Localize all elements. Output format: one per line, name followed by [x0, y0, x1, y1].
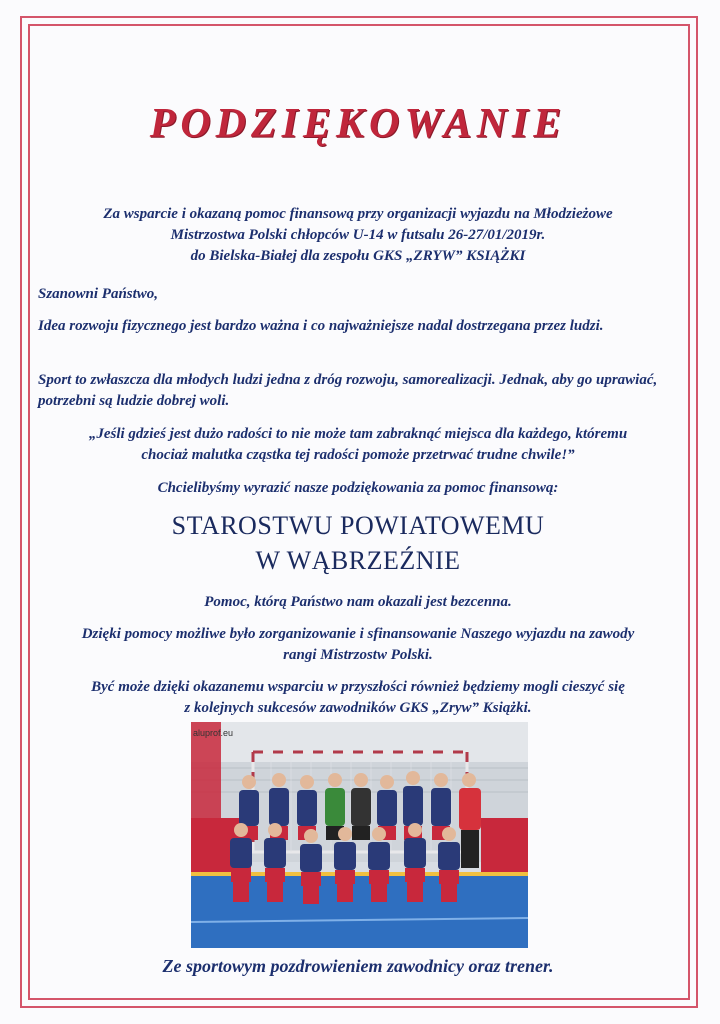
intro-line-2: Mistrzostwa Polski chłopców U-14 w futsalu 26-27/01/2019r. [170, 227, 546, 243]
intro-line-1: Za wsparcie i okazaną pomoc finansową przy organizacji wyjazdu na Młodzieżowe [103, 206, 613, 222]
recipient-line-1: STAROSTWU POWIATOWEMU [171, 511, 545, 540]
paragraph-4-line-2: rangi Mistrzostw Polski. [283, 647, 433, 663]
quote-line-2: chociaż malutka cząstka tej radości pomoże przetrwać trudne chwile!” [141, 447, 575, 463]
document-title: PODZIĘKOWANIE [149, 101, 567, 147]
paragraph-4-line-1: Dzięki pomocy możliwe było zorganizowanie i sfinansowanie Naszego wyjazdu na zawody [81, 626, 635, 642]
paragraph-5-line-1: Być może dzięki okazanemu wsparciu w przyszłości również będziemy mogli cieszyć się [91, 679, 625, 695]
paragraph-5-line-2: z kolejnych sukcesów zawodników GKS „Zryw” Książki. [184, 700, 532, 716]
greeting: Szanowni Państwo, [38, 286, 159, 302]
paragraph-2: Sport to zwłaszcza dla młodych ludzi jedna z dróg rozwoju, samorealizacji. Jednak, aby go uprawiać, potrzebni są ludzie dobrej woli. [38, 372, 658, 409]
paragraph-1: Idea rozwoju fizycznego jest bardzo ważna i co najważniejsze nadal dostrzegana przez ludzi. [38, 318, 604, 334]
signature: Ze sportowym pozdrowieniem zawodnicy oraz trener. [162, 956, 554, 976]
intro-line-3: do Bielska-Białej dla zespołu GKS „ZRYW” KSIĄŻKI [190, 248, 526, 264]
quote-line-1: „Jeśli gdzieś jest dużo radości to nie może tam zabraknąć miejsca dla każdego, któremu [88, 426, 628, 442]
paragraph-3: Pomoc, którą Państwo nam okazali jest bezcenna. [204, 594, 512, 610]
team-photo [191, 722, 528, 948]
recipient-line-2: W WĄBRZEŹNIE [255, 546, 461, 575]
thanks-intro: Chcielibyśmy wyrazić nasze podziękowania za pomoc finansową: [157, 480, 559, 496]
photo-banner-text: aluprof.eu [193, 728, 234, 738]
